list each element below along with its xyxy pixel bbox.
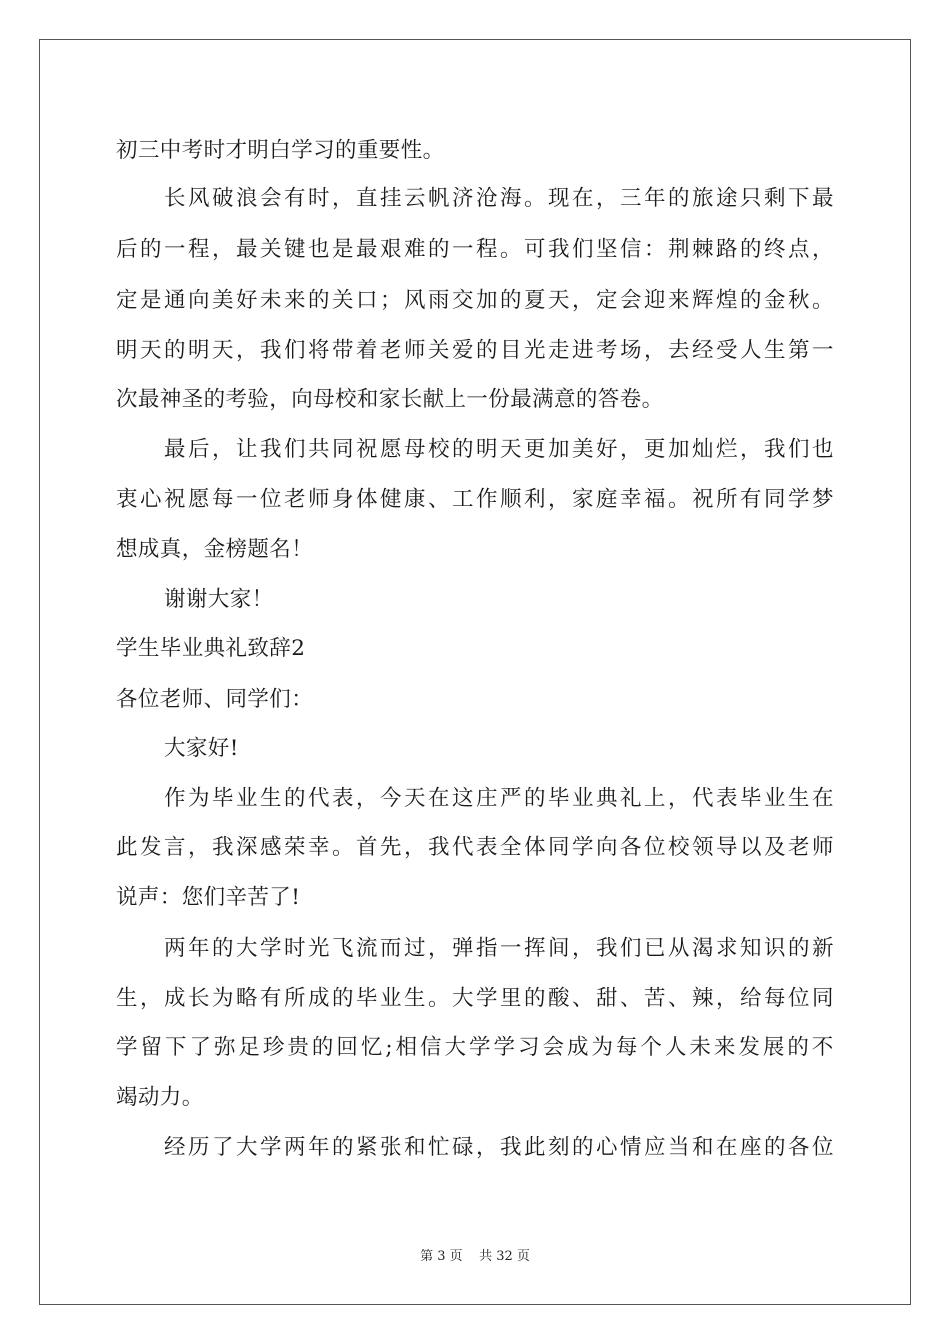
text-line: 说声：您们辛苦了! xyxy=(116,885,301,910)
text-line: 竭动力。 xyxy=(116,1085,204,1110)
text-line: 经 历 了 大 学 两 年 的 紧 张 和 忙 碌 ， 我 此 刻 的 心 情 应 当 和 在 座 的 各 位 xyxy=(164,1135,834,1160)
greeting: 大家好! xyxy=(164,736,239,761)
text-line: 衷 心 祝 愿 每 一 位 老 师 身 体 健 康 、 工 作 顺 利 ， 家 庭 幸 福 。 祝 所 有 同 学 梦 xyxy=(116,487,834,512)
text-line: 后 的 一 程 ， 最 关 键 也 是 最 艰 难 的 一 程 。 可 我 们 坚 信 ： 荆 棘 路 的 终 点 ， xyxy=(116,237,834,262)
text-line: 想成真，金榜题名！ xyxy=(116,537,314,562)
text-line: 生 ， 成 长 为 略 有 所 成 的 毕 业 生 。 大 学 里 的 酸 、 甜 、 苦 、 辣 ， 给 每 位 同 xyxy=(116,986,834,1011)
text-line: 此 发 言 ， 我 深 感 荣 幸 。 首 先 ， 我 代 表 全 体 同 学 向 各 位 校 领 导 以 及 老 师 xyxy=(116,835,834,860)
text-line: 定 是 通 向 美 好 未 来 的 关 口 ； 风 雨 交 加 的 夏 天 ， 定 会 迎 来 辉 煌 的 金 秋 。 xyxy=(116,288,834,313)
text-line: 明 天 的 明 天 ， 我 们 将 带 着 老 师 关 爱 的 目 光 走 进 考 场 ， 去 经 受 人 生 第 一 xyxy=(116,338,834,363)
section-heading: 学生毕业典礼致辞2 xyxy=(116,636,306,661)
text-line: 谢谢大家！ xyxy=(164,587,274,612)
text-line: 作 为 毕 业 生 的 代 表 ， 今 天 在 这 庄 严 的 毕 业 典 礼 上 ， 代 表 毕 业 生 在 xyxy=(164,786,834,811)
salutation: 各位老师、同学们： xyxy=(116,687,314,712)
text-line: 最 后 ， 让 我 们 共 同 祝 愿 母 校 的 明 天 更 加 美 好 ， 更 加 灿 烂 ， 我 们 也 xyxy=(164,437,834,462)
text-line: 初三中考时才明白学习的重要性。 xyxy=(116,138,445,163)
page-number-footer: 第 3 页 共 32 页 xyxy=(420,1249,530,1264)
text-line: 长 风 破 浪 会 有 时 ， 直 挂 云 帆 济 沧 海 。 现 在 ， 三 年 的 旅 途 只 剩 下 最 xyxy=(164,186,834,211)
text-line: 学 留 下 了 弥 足 珍 贵 的 回 忆 ; 相 信 大 学 学 习 会 成 为 每 个 人 未 来 发 展 的 不 xyxy=(116,1035,834,1060)
page-frame xyxy=(39,39,911,1305)
text-line: 次最神圣的考验，向母校和家长献上一份最满意的答卷。 xyxy=(116,387,664,412)
text-line: 两 年 的 大 学 时 光 飞 流 而 过 ， 弹 指 一 挥 间 ， 我 们 已 从 渴 求 知 识 的 新 xyxy=(164,936,834,961)
